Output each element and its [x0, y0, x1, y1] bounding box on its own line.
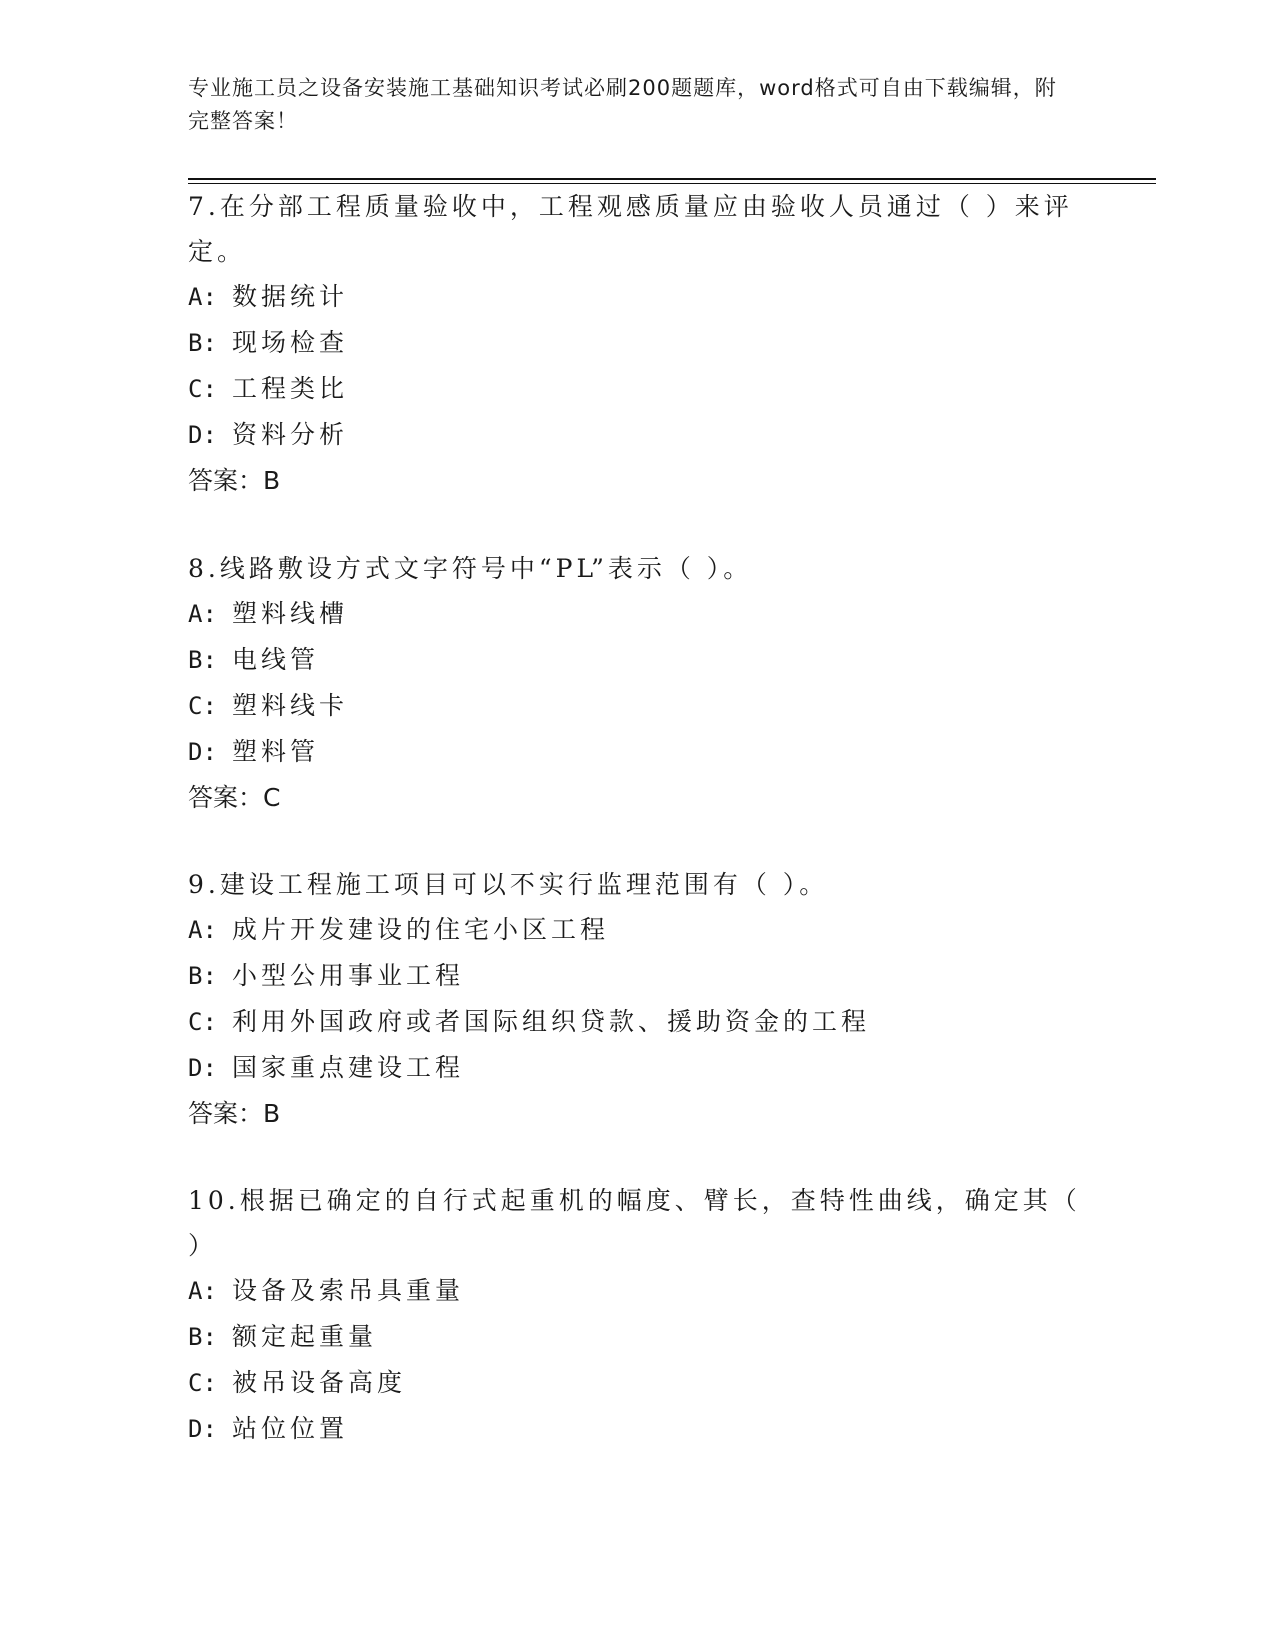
option-text: 利用外国政府或者国际组织贷款、援助资金的工程 — [232, 1007, 871, 1036]
question-stem: 10.根据已确定的自行式起重机的幅度、臂长，查特性曲线，确定其（ ） — [188, 1186, 1081, 1260]
option-text: 资料分析 — [232, 420, 349, 449]
option-a — [188, 907, 1088, 953]
option-c — [188, 683, 1088, 729]
option-text: 电线管 — [232, 645, 320, 674]
question-stem: 8.线路敷设方式文字符号中“PL”表示（ ）。 — [188, 554, 753, 583]
option-letter: A: — [188, 1277, 217, 1305]
answer: 答案：C — [188, 783, 281, 812]
option-letter: A: — [188, 916, 217, 944]
document-header: 专业施工员之设备安装施工基础知识考试必刷200题题库，word格式可自由下载编辑，附完整答案！ — [188, 76, 1057, 133]
option-letter: A: — [188, 600, 217, 628]
option-letter: B: — [188, 1323, 217, 1351]
option-text: 塑料线卡 — [232, 691, 349, 720]
option-letter: C: — [188, 375, 217, 403]
option-a — [188, 591, 1088, 637]
option-text: 站位位置 — [232, 1414, 349, 1443]
option-text: 小型公用事业工程 — [232, 961, 465, 990]
option-b — [188, 1314, 1088, 1360]
option-letter: C: — [188, 692, 217, 720]
question-stem: 7.在分部工程质量验收中，工程观感质量应由验收人员通过（ ）来评定。 — [188, 192, 1073, 266]
answer: 答案：B — [188, 466, 281, 495]
option-b — [188, 953, 1088, 999]
option-d — [188, 1406, 1088, 1452]
option-text: 被吊设备高度 — [232, 1368, 407, 1397]
option-c — [188, 366, 1088, 412]
option-text: 工程类比 — [232, 374, 349, 403]
header-divider-thick — [188, 178, 1156, 180]
option-text: 数据统计 — [232, 282, 349, 311]
option-letter: D: — [188, 1415, 217, 1443]
option-b — [188, 320, 1088, 366]
option-letter: D: — [188, 1054, 217, 1082]
question-stem: 9.建设工程施工项目可以不实行监理范围有（ ）。 — [188, 870, 829, 899]
option-letter: A: — [188, 283, 217, 311]
option-d — [188, 1045, 1088, 1091]
option-letter: C: — [188, 1008, 217, 1036]
answer: 答案：B — [188, 1099, 281, 1128]
question-10 — [188, 1178, 1088, 1452]
option-c — [188, 1360, 1088, 1406]
option-d — [188, 412, 1088, 458]
question-9 — [188, 862, 1088, 1137]
option-c — [188, 999, 1088, 1045]
question-8 — [188, 546, 1088, 821]
option-letter: D: — [188, 421, 217, 449]
option-text: 现场检查 — [232, 328, 349, 357]
option-letter: B: — [188, 646, 217, 674]
option-text: 额定起重量 — [232, 1322, 378, 1351]
question-7 — [188, 184, 1088, 504]
option-text: 塑料线槽 — [232, 599, 349, 628]
option-a — [188, 1268, 1088, 1314]
option-letter: B: — [188, 962, 217, 990]
option-b — [188, 637, 1088, 683]
option-a — [188, 274, 1088, 320]
option-d — [188, 729, 1088, 775]
option-letter: B: — [188, 329, 217, 357]
option-letter: C: — [188, 1369, 217, 1397]
option-text: 设备及索吊具重量 — [232, 1276, 465, 1305]
option-text: 成片开发建设的住宅小区工程 — [232, 915, 610, 944]
option-text: 塑料管 — [232, 737, 320, 766]
option-letter: D: — [188, 738, 217, 766]
option-text: 国家重点建设工程 — [232, 1053, 465, 1082]
